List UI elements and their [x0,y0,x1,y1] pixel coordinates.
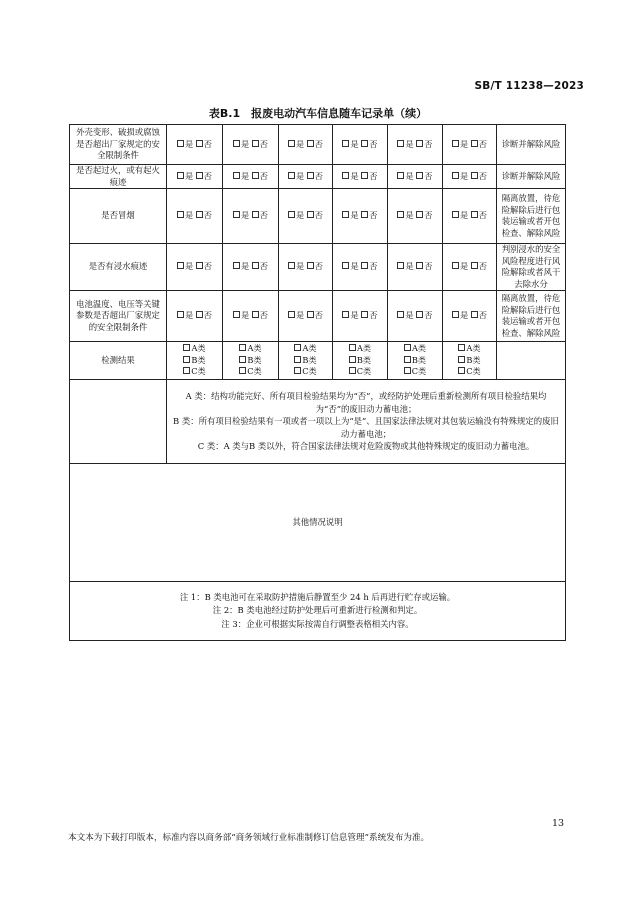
class-option [390,355,440,367]
no-label: 否 [478,210,487,221]
class-label: B类 [191,354,206,365]
yes-label: 是 [240,261,250,272]
no-label: 否 [314,138,323,149]
no-label: 否 [369,310,378,321]
yes-checkbox[interactable] [452,262,459,269]
result-cell [279,342,333,380]
result-cell [388,342,443,380]
yes-label: 是 [459,310,469,321]
class-label: A类 [466,343,481,354]
check-item-label: 是否起过火，或有起火痕迹 [70,165,167,189]
no-checkbox[interactable] [361,311,368,318]
class-label: A类 [302,343,317,354]
class-label: C类 [411,366,427,377]
yes-checkbox[interactable] [397,172,404,179]
yes-checkbox[interactable] [288,140,295,147]
page-number: 13 [552,818,565,829]
no-label: 否 [478,170,487,181]
no-checkbox[interactable] [416,211,423,218]
yes-checkbox[interactable] [177,262,184,269]
no-checkbox[interactable] [252,311,259,318]
yes-label: 是 [405,138,414,149]
class-checkbox[interactable] [349,356,356,363]
yes-label: 是 [240,170,250,181]
no-label: 否 [478,138,487,149]
class-option [335,366,385,378]
yes-checkbox[interactable] [233,211,240,218]
yes-label: 是 [184,210,194,221]
class-notes [167,380,566,464]
yes-label: 是 [240,138,250,149]
no-checkbox[interactable] [471,311,478,318]
yes-label: 是 [350,138,359,149]
yes-label: 是 [405,170,414,181]
no-checkbox[interactable] [361,262,368,269]
yes-no-cell [388,291,443,342]
yes-checkbox[interactable] [233,311,240,318]
yes-label: 是 [295,310,305,321]
class-label: A类 [356,343,372,354]
no-label: 否 [203,261,212,272]
yes-checkbox[interactable] [397,311,404,318]
download-disclaimer: 本文本为下载打印版本，标准内容以商务部“商务领域行业标准制修订信息管理”系统发布为准。 [68,833,430,843]
class-checkbox[interactable] [404,344,411,351]
check-item-label: 电池温度、电压等关键参数是否超出厂家规定的安全限制条件 [70,291,167,342]
no-checkbox[interactable] [361,211,368,218]
class-checkbox[interactable] [183,367,190,374]
yes-label: 是 [350,261,359,272]
no-checkbox[interactable] [196,262,203,269]
yes-no-cell [443,165,497,189]
yes-checkbox[interactable] [452,172,459,179]
class-label: B类 [411,354,427,365]
no-label: 否 [259,170,268,181]
no-label: 否 [259,310,268,321]
no-label: 否 [424,170,433,181]
class-option [335,343,385,355]
class-checkbox[interactable] [458,367,465,374]
check-row [70,244,566,291]
no-label: 否 [259,210,268,221]
yes-no-cell [279,165,333,189]
yes-no-cell [279,125,333,165]
yes-no-cell [167,125,223,165]
class-checkbox[interactable] [239,344,246,351]
class-option [390,343,440,355]
result-cell [333,342,388,380]
yes-no-cell [443,189,497,244]
other-label: 其他情况说明 [70,464,566,582]
no-label: 否 [369,138,378,149]
yes-no-cell [388,125,443,165]
yes-checkbox[interactable] [288,262,295,269]
class-label: B类 [247,354,262,365]
no-label: 否 [203,138,212,149]
no-label: 否 [259,261,268,272]
result-label: 检测结果 [70,342,167,380]
risk-handling: 诊断并解除风险 [497,125,566,165]
standard-code: SB/T 11238—2023 [474,80,584,92]
no-checkbox[interactable] [252,211,259,218]
result-cell [223,342,279,380]
yes-label: 是 [295,138,305,149]
class-option [445,366,494,378]
no-checkbox[interactable] [416,172,423,179]
no-label: 否 [314,310,323,321]
class-label: C类 [356,366,372,377]
no-label: 否 [369,210,378,221]
class-option [169,343,220,355]
class-option [225,343,276,355]
check-row [70,125,566,165]
footnote-2: 注 2：B 类电池经过防护处理后可重新进行检测和判定。 [212,605,423,616]
yes-no-cell [167,291,223,342]
no-checkbox[interactable] [252,140,259,147]
yes-no-cell [279,189,333,244]
check-item-label: 是否有浸水痕迹 [70,244,167,291]
class-label: C类 [191,366,206,377]
no-label: 否 [478,310,487,321]
class-checkbox[interactable] [294,356,301,363]
yes-label: 是 [184,310,194,321]
no-checkbox[interactable] [416,262,423,269]
yes-checkbox[interactable] [452,140,459,147]
yes-no-cell [443,244,497,291]
yes-label: 是 [350,170,359,181]
yes-no-cell [223,189,279,244]
yes-checkbox[interactable] [342,172,349,179]
class-option [335,355,385,367]
no-checkbox[interactable] [252,172,259,179]
class-label: A类 [191,343,206,354]
yes-checkbox[interactable] [342,211,349,218]
result-cell [167,342,223,380]
no-checkbox[interactable] [307,311,314,318]
yes-checkbox[interactable] [233,172,240,179]
no-label: 否 [424,261,433,272]
risk-handling: 隔离放置，待危险解除后进行包装运输或者开包检查、解除风险 [497,189,566,244]
class-option [445,343,494,355]
yes-checkbox[interactable] [397,211,404,218]
no-label: 否 [314,210,323,221]
check-item-label: 是否冒烟 [70,189,167,244]
yes-label: 是 [459,170,469,181]
yes-no-cell [167,165,223,189]
notes-blank-cell [70,380,167,464]
yes-no-cell [333,189,388,244]
footnote-1: 注 1：B 类电池可在采取防护措施后静置至少 24 h 后再进行贮存或运输。 [179,591,456,602]
class-option [281,343,330,355]
class-option [225,355,276,367]
class-checkbox[interactable] [183,344,190,351]
yes-checkbox[interactable] [452,211,459,218]
yes-label: 是 [405,261,414,272]
yes-checkbox[interactable] [288,211,295,218]
class-checkbox[interactable] [404,367,411,374]
class-checkbox[interactable] [349,344,356,351]
yes-label: 是 [295,261,305,272]
class-checkbox[interactable] [239,367,246,374]
class-checkbox[interactable] [294,367,301,374]
class-option [225,366,276,378]
class-label: B类 [302,354,317,365]
no-label: 否 [369,170,378,181]
yes-no-cell [333,125,388,165]
yes-label: 是 [459,138,469,149]
note-class-a: A 类：结构功能完好、所有项目检验结果均为“否”，或经防护处理后重新检测所有项目检验结果均为“否”的废旧动力蓄电池； [185,391,547,414]
result-empty-cell [497,342,566,380]
class-checkbox[interactable] [349,367,356,374]
class-option [445,355,494,367]
no-checkbox[interactable] [471,211,478,218]
no-checkbox[interactable] [196,311,203,318]
yes-label: 是 [184,261,194,272]
no-checkbox[interactable] [416,140,423,147]
yes-checkbox[interactable] [177,140,184,147]
footnotes [70,582,566,641]
class-option [169,366,220,378]
yes-checkbox[interactable] [342,311,349,318]
no-checkbox[interactable] [196,140,203,147]
class-label: C类 [302,366,317,377]
yes-no-cell [388,165,443,189]
yes-checkbox[interactable] [177,311,184,318]
result-cell [443,342,497,380]
no-checkbox[interactable] [471,262,478,269]
no-label: 否 [314,170,323,181]
risk-handling: 隔离放置，待危险解除后进行包装运输或者开包检查、解除风险 [497,291,566,342]
yes-no-cell [443,125,497,165]
yes-label: 是 [405,210,414,221]
yes-label: 是 [459,210,469,221]
yes-no-cell [333,244,388,291]
yes-checkbox[interactable] [177,211,184,218]
no-checkbox[interactable] [307,172,314,179]
no-checkbox[interactable] [416,311,423,318]
yes-checkbox[interactable] [288,311,295,318]
result-row [70,342,566,380]
yes-label: 是 [350,310,359,321]
yes-no-cell [223,125,279,165]
no-checkbox[interactable] [471,172,478,179]
no-checkbox[interactable] [471,140,478,147]
record-table [69,124,566,641]
table-caption: 表B.1 报废电动汽车信息随车记录单（续） [208,107,428,120]
yes-checkbox[interactable] [233,262,240,269]
no-checkbox[interactable] [307,140,314,147]
class-checkbox[interactable] [458,356,465,363]
no-label: 否 [203,210,212,221]
risk-handling: 诊断并解除风险 [497,165,566,189]
class-label: B类 [466,354,481,365]
note-class-b: B 类：所有项目检验结果有一项或者一项以上为“是”、且国家法律法规对其包装运输没有特殊规定的废旧动力蓄电池； [173,416,559,439]
yes-checkbox[interactable] [342,262,349,269]
yes-no-cell [388,189,443,244]
yes-no-cell [223,291,279,342]
class-label: B类 [356,354,372,365]
no-label: 否 [424,210,433,221]
yes-checkbox[interactable] [288,172,295,179]
class-option [281,355,330,367]
yes-checkbox[interactable] [342,140,349,147]
yes-checkbox[interactable] [397,140,404,147]
yes-label: 是 [240,310,250,321]
class-option [169,355,220,367]
no-label: 否 [259,138,268,149]
no-label: 否 [203,310,212,321]
class-label: C类 [247,366,262,377]
class-label: C类 [466,366,481,377]
class-label: A类 [247,343,262,354]
class-option [390,366,440,378]
footnotes-row [70,582,566,641]
no-checkbox[interactable] [361,172,368,179]
no-label: 否 [203,170,212,181]
yes-no-cell [167,189,223,244]
yes-label: 是 [295,210,305,221]
class-option [281,366,330,378]
yes-no-cell [167,244,223,291]
no-checkbox[interactable] [196,211,203,218]
yes-label: 是 [184,138,194,149]
no-checkbox[interactable] [307,262,314,269]
yes-no-cell [279,244,333,291]
yes-checkbox[interactable] [452,311,459,318]
class-checkbox[interactable] [404,356,411,363]
yes-no-cell [279,291,333,342]
class-checkbox[interactable] [239,356,246,363]
yes-checkbox[interactable] [397,262,404,269]
yes-no-cell [443,291,497,342]
yes-label: 是 [295,170,305,181]
yes-no-cell [333,291,388,342]
no-label: 否 [369,261,378,272]
yes-no-cell [223,244,279,291]
class-notes-row [70,380,566,464]
risk-handling: 判别浸水的安全风险程度进行风险解除或者风干去除水分 [497,244,566,291]
yes-label: 是 [184,170,194,181]
footnote-3: 注 3：企业可根据实际按需自行调整表格相关内容。 [221,618,414,629]
other-row [70,464,566,582]
yes-label: 是 [350,210,359,221]
no-label: 否 [314,261,323,272]
no-label: 否 [424,138,433,149]
check-item-label: 外壳变形、破损或腐蚀是否超出厂家规定的安全限制条件 [70,125,167,165]
no-checkbox[interactable] [307,211,314,218]
yes-checkbox[interactable] [233,140,240,147]
class-checkbox[interactable] [294,344,301,351]
yes-no-cell [333,165,388,189]
note-class-c: C 类：A 类与B 类以外，符合国家法律法规对危险废物或其他特殊规定的废旧动力蓄电池。 [197,441,535,452]
class-checkbox[interactable] [458,344,465,351]
no-label: 否 [478,261,487,272]
yes-checkbox[interactable] [177,172,184,179]
check-row [70,189,566,244]
no-label: 否 [424,310,433,321]
no-checkbox[interactable] [252,262,259,269]
yes-no-cell [388,244,443,291]
class-label: A类 [411,343,427,354]
yes-label: 是 [459,261,469,272]
yes-label: 是 [240,210,250,221]
no-checkbox[interactable] [196,172,203,179]
class-checkbox[interactable] [183,356,190,363]
check-row [70,165,566,189]
yes-no-cell [223,165,279,189]
no-checkbox[interactable] [361,140,368,147]
yes-label: 是 [405,310,414,321]
check-row [70,291,566,342]
